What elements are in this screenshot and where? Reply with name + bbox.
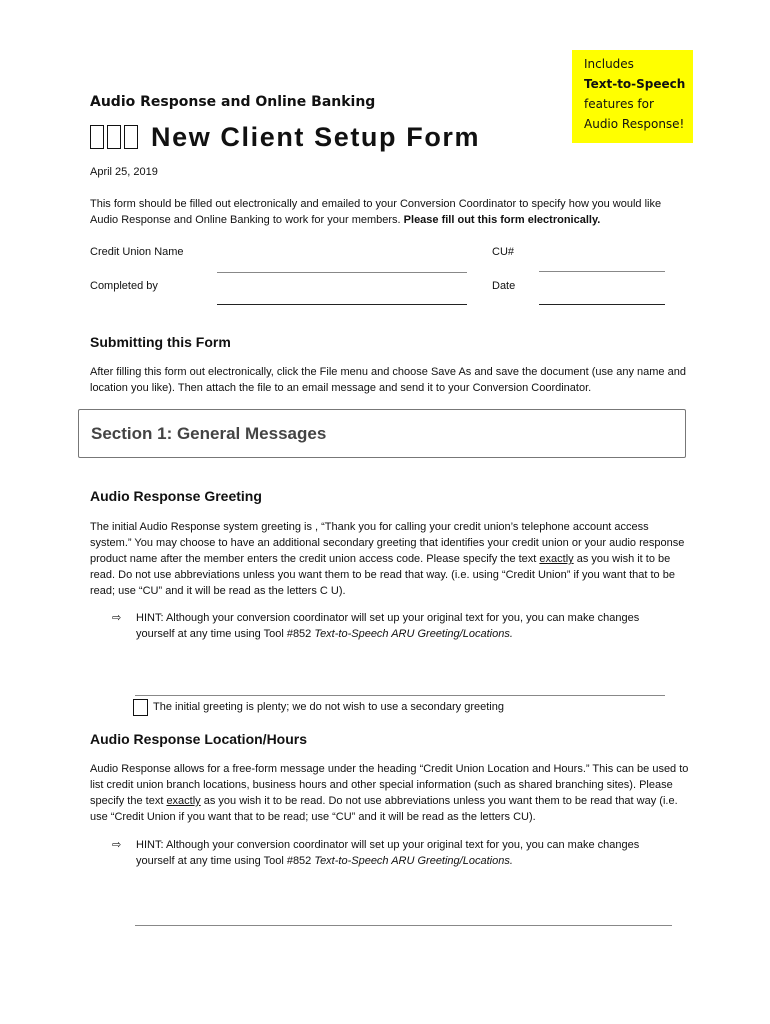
arrow-right-icon: ⇨ [112, 612, 122, 624]
cu-number-label: CU# [492, 246, 515, 258]
location-text-a: Audio Response allows for a free-form message under the heading “Credit Union Location and Hours.” This can be used to list credit union branch locations, business hours and other special information (such as shared branching sites). Please specify the text [90, 763, 689, 807]
secondary-greeting-field[interactable] [135, 695, 665, 696]
greeting-hint-text: HINT: Although your conversion coordinator will set up your original text for you, you can make changes yourself at any time using Tool #852 [136, 612, 640, 640]
intro-bold-instruction: Please fill out this form electronically. [403, 214, 601, 226]
credit-union-name-field[interactable] [217, 272, 467, 273]
greeting-heading: Audio Response Greeting [90, 488, 262, 504]
page-title [90, 122, 480, 153]
text-to-speech-callout [572, 50, 693, 143]
form-subtitle: Audio Response and Online Banking [90, 94, 376, 110]
location-hint [112, 837, 672, 869]
completed-by-field[interactable] [217, 304, 467, 305]
submitting-heading: Submitting this Form [90, 334, 231, 350]
greeting-text-b: as you wish it to be read. Do not use abbreviations unless you want them to be read that way. (i.e. using “Credit Union” if you want that to be read; use “CU” and it will be read as the letters C U). [90, 553, 675, 597]
greeting-paragraph [90, 519, 690, 599]
completed-by-label: Completed by [90, 280, 158, 292]
location-hint-text: HINT: Although your conversion coordinator will set up your original text for you, you can make changes yourself at any time using Tool #852 [136, 839, 640, 867]
page-title-text: New Client Setup Form [151, 122, 481, 152]
greeting-hint-tool: Text-to-Speech ARU Greeting/Locations. [314, 628, 513, 640]
cu-number-field[interactable] [539, 271, 665, 272]
submitting-paragraph: After filling this form out electronically, click the File menu and choose Save As and save the document (use any name and location you like). Then attach the file to an email message and send it to your Conversion Coordinator. [90, 366, 686, 394]
no-secondary-greeting-label: The initial greeting is plenty; we do not wish to use a secondary greeting [153, 701, 504, 713]
location-hours-field[interactable] [135, 925, 672, 926]
date-label: Date [492, 280, 516, 292]
location-text-emphasis: exactly [166, 795, 201, 807]
location-paragraph [90, 761, 690, 825]
callout-line-1: Includes [584, 57, 634, 71]
greeting-text-emphasis: exactly [539, 553, 574, 565]
credit-union-name-label: Credit Union Name [90, 246, 184, 258]
section-1-header [78, 409, 686, 458]
callout-line-4: Audio Response! [584, 117, 685, 131]
arrow-right-icon: ⇨ [112, 839, 122, 851]
section-1-heading: Section 1: General Messages [91, 424, 327, 443]
location-text-b: as you wish it to be read. Do not use abbreviations unless you want them to be read that way (i.e. use “Credit Union if you want that to be read; use “CU” and it will be read as the letters CU). [90, 795, 678, 823]
no-secondary-greeting-checkbox[interactable] [133, 699, 148, 716]
location-heading: Audio Response Location/Hours [90, 731, 308, 747]
callout-line-3: features for [584, 97, 654, 111]
greeting-hint [112, 610, 672, 642]
intro-text: This form should be filled out electronically and emailed to your Conversion Coordinator to specify how you would like Audio Response and Online Banking to work for your members. [90, 198, 662, 226]
greeting-text-a: The initial Audio Response system greeting is , “Thank you for calling your credit union’s telephone account access system.” You may choose to have an additional secondary greeting that identifies your credit union or your audio response product name after the member enters the credit union access code. Please specify the text [90, 521, 685, 565]
callout-line-2: Text-to-Speech [584, 77, 686, 91]
missing-glyph-icons [90, 122, 141, 153]
date-field[interactable] [539, 304, 665, 305]
location-hint-tool: Text-to-Speech ARU Greeting/Locations. [314, 855, 513, 867]
intro-paragraph [90, 196, 690, 228]
form-date: April 25, 2019 [90, 166, 158, 178]
